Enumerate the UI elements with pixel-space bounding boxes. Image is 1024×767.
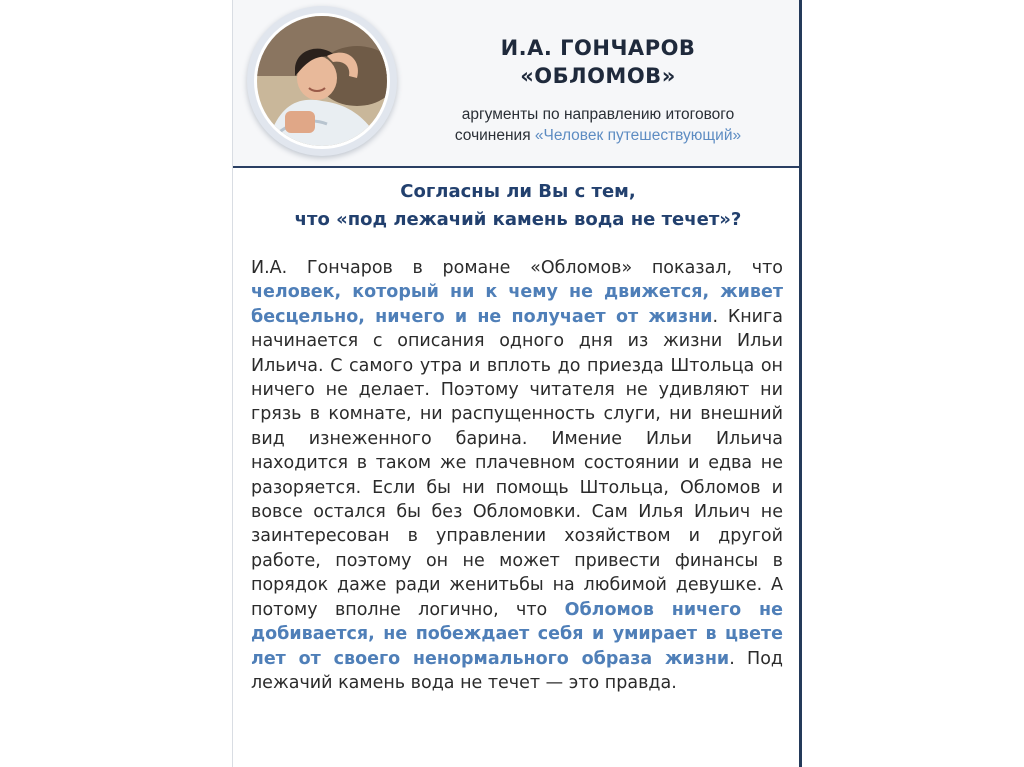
portrait-image	[254, 13, 390, 149]
body-part-3: . Под лежачий камень вода не течет — это правда.	[251, 648, 783, 693]
header-panel	[233, 0, 800, 166]
subtitle-line-2	[403, 125, 793, 146]
question-heading	[243, 178, 793, 234]
portrait-illustration	[257, 16, 387, 146]
header-divider	[233, 166, 800, 168]
highlight-1: человек, который ни к чему не движется, живет бесцельно, ничего и не получает от жизни	[251, 282, 783, 327]
body-part-1: И.А. Гончаров в романе «Обломов» показал, что	[251, 258, 783, 278]
title-block	[433, 34, 763, 90]
document-card	[232, 0, 802, 767]
subtitle-accent: «Человек путешествующий»	[534, 127, 742, 144]
argument-text	[251, 256, 783, 695]
highlight-2: Обломов ничего не добивается, не побеждает себя и умирает в цвете лет от своего ненормального образа жизни	[251, 599, 783, 669]
subtitle	[403, 104, 793, 146]
work-title: «ОБЛОМОВ»	[520, 64, 676, 88]
subtitle-plain: сочинения	[454, 127, 535, 144]
question-line-2: что «под лежачий камень вода не течет»?	[294, 209, 742, 230]
body-part-2: . Книга начинается с описания одного дня из жизни Ильи Ильича. С самого утра и вплоть до приезда Штольца он ничего не делает. Поэтому читателя не удивляют ни грязь в комнате, ни распущенность слуги, ни внешний вид изнеженного барина. Имение Ильи Ильича находится в таком же плачевном состоянии и едва не разоряется. Если бы ни помощь Штольца, Обломов и вовсе остался бы без Обломовки. Сам Илья Ильич не заинтересован в управлении хозяйством и другой работе, поэтому он не может привести финансы в порядок даже ради женитьбы на любимой девушке. А потому вполне логично, что	[251, 306, 783, 620]
author-name: И.А. ГОНЧАРОВ	[500, 36, 696, 60]
subtitle-line-1: аргументы по направлению итогового	[461, 106, 735, 123]
question-line-1: Согласны ли Вы с тем,	[400, 181, 636, 202]
